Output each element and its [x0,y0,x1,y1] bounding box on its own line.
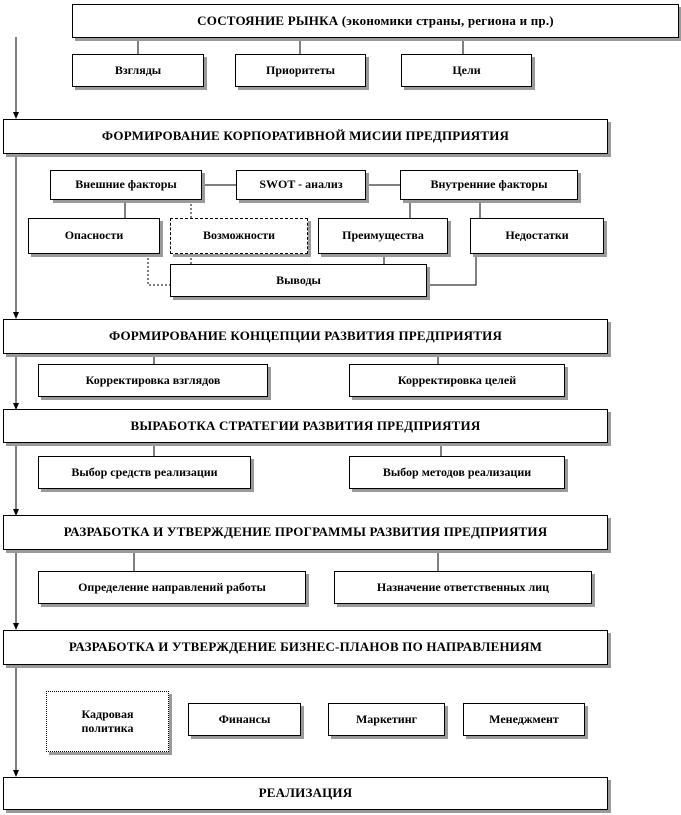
weaknesses-box [470,218,604,254]
adjust-goals-box [349,364,565,397]
adjust-views-label: Корректировка взглядов [85,372,221,387]
marketing-label: Маркетинг [355,711,418,726]
priorities-box [235,54,366,87]
implementation-label: РЕАЛИЗАЦИЯ [258,785,353,801]
concept-label: ФОРМИРОВАНИЕ КОНЦЕПЦИИ РАЗВИТИЯ ПРЕДПРИЯТИЯ [108,328,503,344]
conclusions-box [170,264,427,297]
mission-label: ФОРМИРОВАНИЕ КОРПОРАТИВНОЙ МИСИИ ПРЕДПРИЯТИЯ [101,128,510,144]
goals-box [401,54,532,87]
conclusions-label: Выводы [276,272,321,287]
external-factors-box [50,170,202,200]
choose-means-label: Выбор средств реализации [71,464,218,479]
work-directions-box [38,571,306,604]
strategy-label: ВЫРАБОТКА СТРАТЕГИИ РАЗВИТИЯ ПРЕДПРИЯТИЯ [130,417,481,433]
market-state-box [72,4,679,38]
choose-means-box [38,456,251,489]
work-directions-label: Определение направлений работы [78,579,266,594]
hr-policy-label: Кадровая политика [81,706,134,735]
swot-box [236,170,366,200]
views-label: Взгляды [114,62,162,77]
internal-factors-label: Внутренние факторы [430,177,548,192]
choose-methods-box [349,456,565,489]
marketing-box [328,703,445,736]
adjust-views-box [38,364,268,397]
internal-factors-box [400,170,578,200]
implementation-box [3,777,608,810]
concept-box [3,319,608,354]
strengths-box [318,218,448,254]
business-plans-box [3,630,608,665]
market-state-label: СОСТОЯНИЕ РЫНКА (экономики страны, региона и пр.) [197,12,554,28]
views-box [72,54,204,87]
hr-policy-box [46,691,169,752]
strategy-box [3,409,608,443]
opportunities-label: Возможности [202,228,276,243]
goals-label: Цели [452,62,481,77]
mission-box [3,119,608,154]
strengths-label: Преимущества [342,228,424,243]
opportunities-box [170,218,308,254]
program-label: РАЗРАБОТКА И УТВЕРЖДЕНИЕ ПРОГРАММЫ РАЗВИТИЯ ПРЕДПРИЯТИЯ [63,524,548,540]
program-box [3,515,608,550]
finance-label: Финансы [218,711,271,726]
choose-methods-label: Выбор методов реализации [382,464,532,479]
threats-label: Опасности [64,228,124,243]
management-box [463,703,585,736]
weaknesses-label: Недостатки [505,228,569,243]
responsible-label: Назначение ответственных лиц [376,579,550,594]
responsible-box [334,571,592,604]
management-label: Менеджмент [489,711,559,726]
external-factors-label: Внешние факторы [75,177,177,192]
priorities-label: Приоритеты [266,62,335,77]
swot-label: SWOT - анализ [259,177,343,192]
adjust-goals-label: Корректировка целей [397,372,517,387]
threats-box [28,218,160,254]
business-plans-label: РАЗРАБОТКА И УТВЕРЖДЕНИЕ БИЗНЕС-ПЛАНОВ ПО НАПРАВЛЕНИЯМ [68,639,543,655]
finance-box [188,703,301,736]
